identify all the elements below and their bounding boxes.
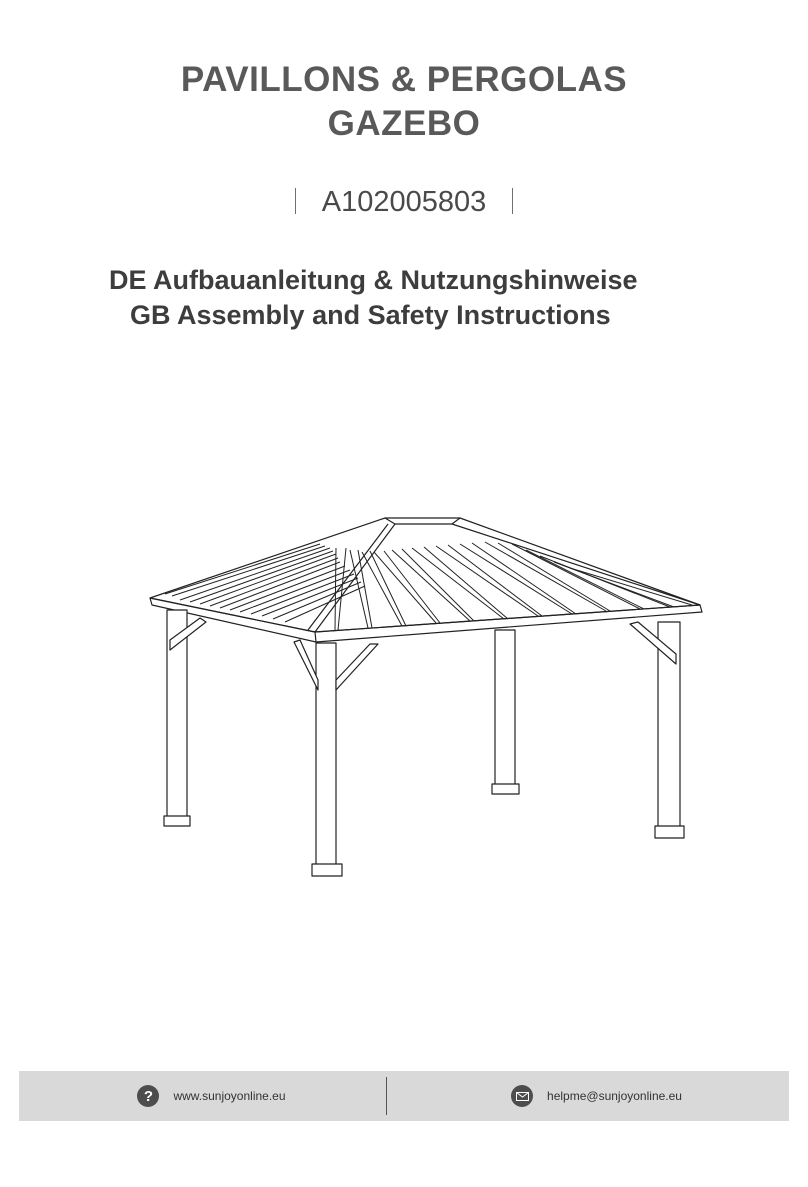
envelope-icon	[511, 1085, 533, 1107]
footer-bar	[19, 1071, 789, 1121]
website-link[interactable]: www.sunjoyonline.eu	[173, 1089, 286, 1103]
left-separator	[295, 188, 296, 214]
title-line-2: GAZEBO	[327, 104, 481, 143]
subtitle-de: DE Aufbauanleitung & Nutzungshinweise	[109, 265, 638, 295]
footer-divider	[386, 1077, 387, 1115]
question-circle-icon: ?	[137, 1085, 159, 1107]
title-line-1: PAVILLONS & PERGOLAS	[180, 60, 628, 99]
right-separator	[512, 188, 513, 214]
footer-email	[404, 1071, 789, 1121]
subtitle-gb: GB Assembly and Safety Instructions	[130, 300, 611, 330]
model-number-block	[0, 186, 808, 219]
gazebo-illustration	[140, 510, 710, 890]
model-number: A102005803	[321, 186, 487, 218]
email-link[interactable]: helpme@sunjoyonline.eu	[547, 1089, 682, 1103]
footer-website	[19, 1071, 404, 1121]
